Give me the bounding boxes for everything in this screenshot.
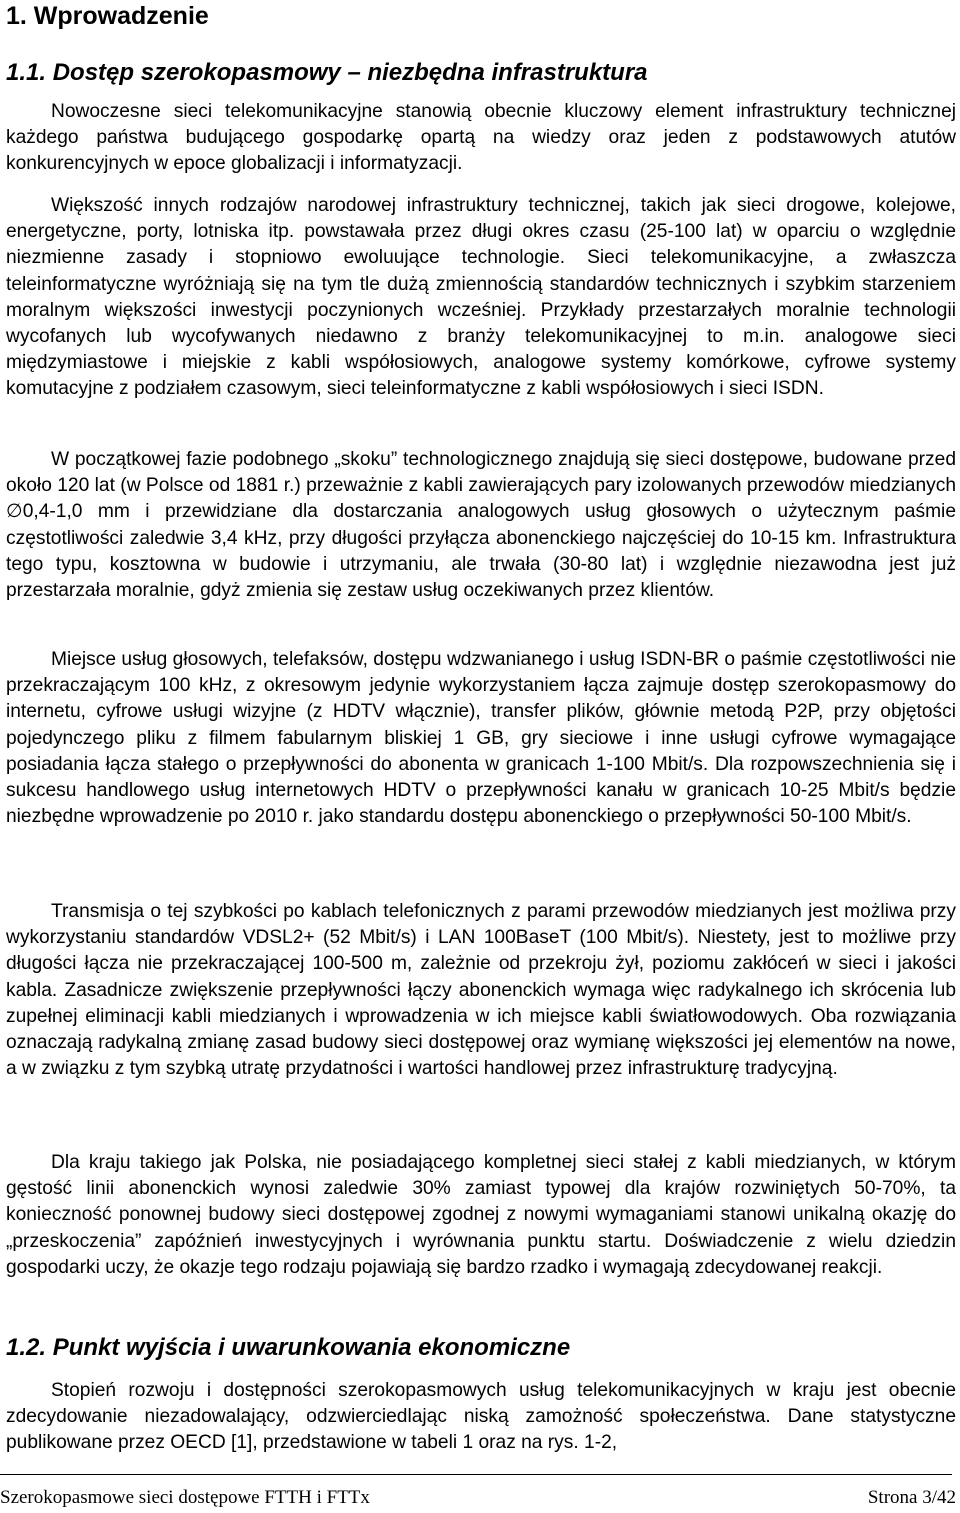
chapter-heading: 1. Wprowadzenie — [6, 2, 209, 30]
paragraph-3: W początkowej fazie podobnego „skoku” technologicznego znajdują się sieci dostępowe, budowane przed około 120 lat (w Polsce od 1881 r.) przeważnie z kabli zawierających pary izolowanych przewodów miedzianych ∅0,4-1,0 mm i przewidziane dla dostarczania analogowych usług głosowych o użytecznym paśmie częstotliwości zaledwie 3,4 kHz, przy długości przyłącza abonenckiego najczęściej do 10-15 km. Infrastruktura tego typu, kosztowna w budowie i utrzymaniu, ale trwała (30-80 lat) i względnie niezawodna jest już przestarzała moralnie, gdyż zmienia się zestaw usług oczekiwanych przez klientów. — [6, 449, 956, 602]
paragraph-4: Miejsce usług głosowych, telefaksów, dostępu wdzwanianego i usług ISDN-BR o paśmie częstotliwości nie przekraczającym 100 kHz, z okresowym jedynie wykorzystaniem łącza zajmuje dostęp szerokopasmowy do internetu, cyfrowe usługi wizyjne (z HDTV włącznie), transfer plików, głównie metodą P2P, przy objętości pojedynczego pliku z filmem fabularnym bliskiej 1 GB, gry sieciowe i inne usługi cyfrowe wymagające posiadania łącza stałego o przepływności do abonenta w granicach 1-100 Mbit/s. Dla rozpowszechnienia się i sukcesu handlowego usług internetowych HDTV o przepływności kanału w granicach 10-25 Mbit/s będzie niezbędne wprowadzenie po 2010 r. jako standardu dostępu abonenckiego o przepływności 50-100 Mbit/s. — [6, 649, 956, 828]
paragraph-1-2: Stopień rozwoju i dostępności szerokopasmowych usług telekomunikacyjnych w kraju jest obecnie zdecydowanie niezadowalający, odzwierciedlając niską zamożność społeczeństwa. Dane statystyczne publikowane przez OECD [1], przedstawione w tabeli 1 oraz na rys. 1-2, — [6, 1380, 956, 1454]
paragraph-2: Większość innych rodzajów narodowej infrastruktury technicznej, takich jak sieci drogowe, kolejowe, energetyczne, porty, lotniska itp. powstawała przez długi okres czasu (25-100 lat) w oparciu o względnie niezmienne zasady i stopniowo ewoluujące technologie. Sieci telekomunikacyjne, a zwłaszcza teleinformatyczne wyróżniają się na tym tle dużą zmiennością standardów technicznych i szybkim starzeniem moralnym większości inwestycji poczynionych wcześniej. Przykłady przestarzałych moralnie technologii wycofanych lub wycofywanych niedawno z branży telekomunikacyjnej to m.in. analogowe sieci międzymiastowe i miejskie z kabli współosiowych, analogowe systemy komórkowe, cyfrowe systemy komutacyjne z podziałem czasowym, sieci teleinformatyczne z kabli współosiowych i sieci ISDN. — [6, 195, 956, 400]
paragraph-1: Nowoczesne sieci telekomunikacyjne stanowią obecnie kluczowy element infrastruktury technicznej każdego państwa budującego gospodarkę opartą na wiedzy oraz jeden z podstawowych atutów konkurencyjnych w epoce globalizacji i informatyzacji. — [6, 101, 956, 175]
paragraph-5: Transmisja o tej szybkości po kablach telefonicznych z parami przewodów miedzianych jest możliwa przy wykorzystaniu standardów VDSL2+ (52 Mbit/s) i LAN 100BaseT (100 Mbit/s). Niestety, jest to możliwe przy długości łącza nie przekraczającej 100-500 m, zależnie od przekroju żył, poziomu zakłóceń w sieci i jakości kabla. Zasadnicze zwiększenie przepływności łączy abonenckich wymaga więc radykalnego ich skrócenia lub zupełnej eliminacji kabli miedzianych i wprowadzenia w ich miejsce kabli światłowodowych. Oba rozwiązania oznaczają radykalną zmianę zasad budowy sieci dostępowej oraz wymianę większości jej elementów na nowe, a w związku z tym szybką utratę przydatności i wartości handlowej przez infrastrukturę tradycyjną. — [6, 901, 956, 1080]
section-heading-1-2: 1.2. Punkt wyjścia i uwarunkowania ekonomiczne — [6, 1334, 571, 1361]
footer-divider — [0, 1474, 952, 1475]
paragraph-6: Dla kraju takiego jak Polska, nie posiadającego kompletnej sieci stałej z kabli miedzianych, w którym gęstość linii abonenckich wynosi zaledwie 30% zamiast typowej dla krajów rozwiniętych 50-70%, ta konieczność ponownej budowy sieci dostępowej zgodnej z nowymi wymaganiami stanowi unikalną okazję do „przeskoczenia” zapóźnień inwestycyjnych i wyrównania punktu startu. Doświadczenie z wielu dziedzin gospodarki uczy, że okazje tego rodzaju pojawiają się bardzo rzadko i wymagają zdecydowanej reakcji. — [6, 1152, 956, 1278]
section-heading-1-1: 1.1. Dostęp szerokopasmowy – niezbędna infrastruktura — [6, 59, 648, 86]
page-number: Strona 3/42 — [867, 1487, 956, 1508]
footer-title: Szerokopasmowe sieci dostępowe FTTH i FTTx — [0, 1487, 370, 1508]
